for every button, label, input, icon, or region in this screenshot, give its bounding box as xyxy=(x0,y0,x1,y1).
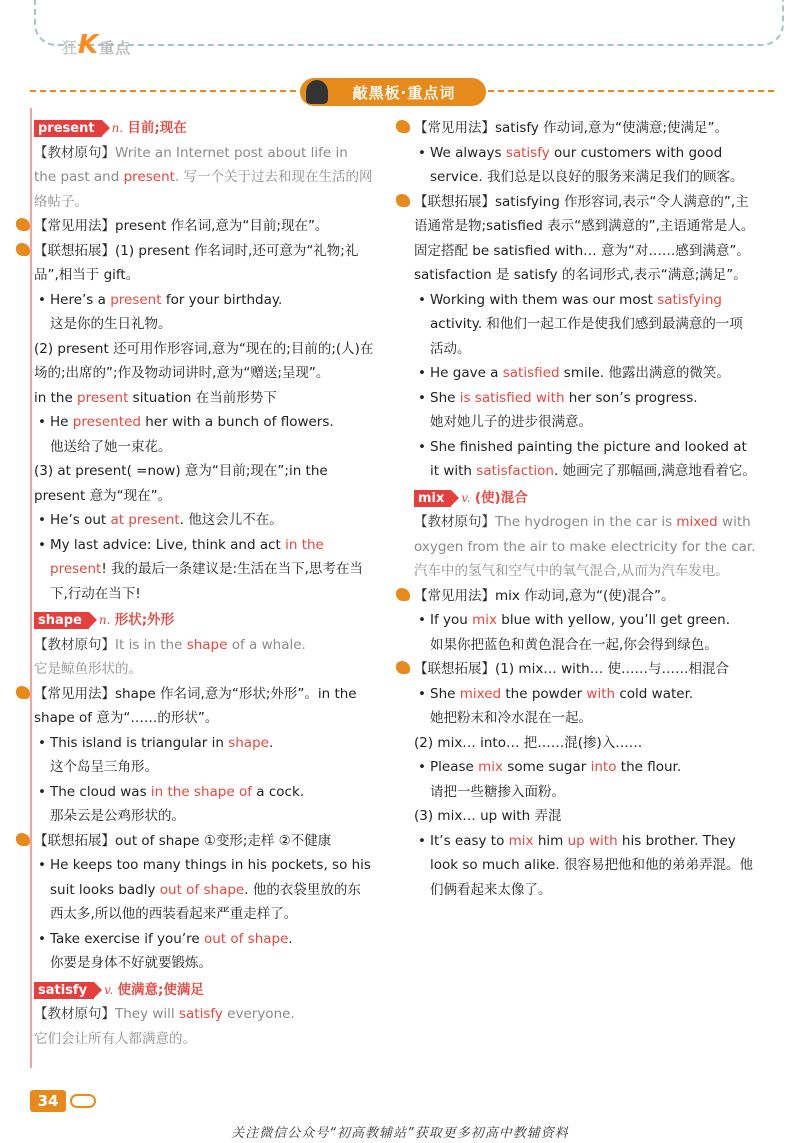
teacher-icon xyxy=(306,80,328,104)
example-translation: 她把粉末和冷水混在一起。 xyxy=(430,710,592,726)
mix-extension-3: (3) mix… up with 弄混 xyxy=(414,808,562,824)
example-translation: 这个岛呈三角形。 xyxy=(50,759,158,775)
example: • He gave a satisfied smile. 他露出满意的微笑。 xyxy=(418,365,730,381)
note-icon xyxy=(16,686,30,699)
mix-source: 【教材原句】The hydrogen in the car is mixed with oxygen from the air to make electricity for the car. 汽车中的氢气和空气中的氧气混合,从而为汽车发电。 xyxy=(414,514,756,579)
page-number: 34 xyxy=(30,1090,66,1112)
entry-shape-heading: shape n. 形状;外形 xyxy=(34,608,374,633)
present-extension: 【联想拓展】(1) present 作名词时,还可意为“礼物;礼品”,相当于 gift。 xyxy=(34,239,374,288)
present-extension-3: (3) at present( =now) 意为“目前;现在”;in the present 意为“现在”。 xyxy=(34,463,328,504)
example: • Take exercise if you’re out of shape. xyxy=(38,930,293,947)
present-usage: 【常见用法】present 作名词,意为“目前;现在”。 xyxy=(34,214,374,239)
top-dashed-frame xyxy=(34,0,784,46)
phrase: in the present situation 在当前形势下 xyxy=(34,389,277,406)
example-translation: 他送给了她一束花。 xyxy=(50,438,172,455)
example: • He presented her with a bunch of flowers. xyxy=(38,414,334,430)
footer-note: 关注微信公众号“初高教辅站”获取更多初高中教辅资料 xyxy=(231,1126,569,1141)
example: • He’s out at present. 他这会儿不在。 xyxy=(38,512,283,528)
example: • He keeps too many things in his pockets, so his suit looks badly out of shape. 他的衣袋里放的东西太多,所以他的西装看起来严重走样了。 xyxy=(38,857,371,922)
mix-extension: 【联想拓展】(1) mix… with… 使……与……相混合 xyxy=(414,657,756,682)
example: • She finished painting the picture and looked at it with satisfaction. 她画完了那幅画,满意地看着它。 xyxy=(418,438,756,479)
example: • It’s easy to mix him up with his brother. They look so much alike. 很容易把他和他的弟弟弄混。他们俩看起来太像了。 xyxy=(418,832,753,898)
present-source: 【教材原句】Write an Internet post about life in the past and present. 写一个关于过去和现在生活的网络帖子。 xyxy=(34,144,373,210)
entry-mix-heading: mix v. (使)混合 xyxy=(414,486,756,511)
mix-extension-2: (2) mix… into… 把……混(掺)入…… xyxy=(414,734,643,751)
entry-present-heading: present n. 目前;现在 xyxy=(34,116,374,141)
entry-satisfy-heading: satisfy v. 使满意;使满足 xyxy=(34,978,374,1003)
example-translation: 你要是身体不好就要锻炼。 xyxy=(50,955,212,971)
example: • The cloud was in the shape of a cock. xyxy=(38,783,305,800)
right-column xyxy=(414,116,756,902)
note-icon xyxy=(396,194,410,207)
example: • My last advice: Live, think and act in the present! 我的最后一条建议是:生活在当下,思考在当下,行动在当下! xyxy=(38,536,363,602)
satisfy-extension: 【联想拓展】satisfying 作形容词,表示“令人满意的”,主语通常是物;satisfied 表示“感到满意的”,主语通常是人。固定搭配 be satisfied with… 意为“对……感到满意”。satisfaction 是 satisfy 的名词形式,表示“满意;满足”。 xyxy=(414,190,756,288)
shape-usage: 【常见用法】shape 作名词,意为“形状;外形”。in the shape of 意为“……的形状”。 xyxy=(34,682,374,731)
shape-source-translation: 它是鲸鱼形状的。 xyxy=(34,661,142,677)
note-icon xyxy=(396,661,410,674)
example-translation: 这是你的生日礼物。 xyxy=(50,316,172,332)
series-logo: 狂K重点 xyxy=(62,30,132,60)
present-extension-2: (2) present 还可用作形容词,意为“现在的;目前的;(人)在场的;出席的”;作及物动词讲时,意为“赠送;呈现”。 xyxy=(34,340,374,381)
note-icon xyxy=(16,218,30,231)
page-ring-icon xyxy=(70,1094,96,1108)
example: • She mixed the powder with cold water. xyxy=(418,685,694,702)
example: • She is satisfied with her son’s progress. xyxy=(418,389,698,406)
satisfy-source: 【教材原句】They will satisfy everyone. xyxy=(34,1006,295,1022)
mix-usage: 【常见用法】mix 作动词,意为“(使)混合”。 xyxy=(414,584,756,609)
banner-line-right xyxy=(488,90,774,92)
example-translation: 如果你把蓝色和黄色混合在一起,你会得到绿色。 xyxy=(430,636,718,653)
example: • We always satisfy our customers with good service. 我们总是以良好的服务来满足我们的顾客。 xyxy=(418,144,744,185)
example: • Working with them was our most satisfying activity. 和他们一起工作是使我们感到最满意的一项活动。 xyxy=(418,291,743,357)
example: • This island is triangular in shape. xyxy=(38,734,274,751)
example: • Please mix some sugar into the flour. xyxy=(418,759,682,775)
section-banner: 敲黑板·重点词 xyxy=(300,78,486,106)
note-icon xyxy=(396,588,410,601)
shape-extension: 【联想拓展】out of shape ①变形;走样 ②不健康 xyxy=(34,829,374,854)
shape-source: 【教材原句】It is in the shape of a whale. xyxy=(34,636,306,653)
example-translation: 请把一些糖掺入面粉。 xyxy=(430,783,565,800)
note-icon xyxy=(16,833,30,846)
left-column xyxy=(34,116,374,1051)
banner-line-left xyxy=(30,90,298,92)
example: • If you mix blue with yellow, you’ll get green. xyxy=(418,612,731,628)
example: • Here’s a present for your birthday. xyxy=(38,291,283,308)
note-icon xyxy=(16,243,30,256)
left-margin-rule xyxy=(30,108,32,1068)
note-icon xyxy=(396,120,410,133)
satisfy-usage: 【常见用法】satisfy 作动词,意为“使满意;使满足”。 xyxy=(414,116,756,141)
example-translation: 她对她儿子的进步很满意。 xyxy=(430,414,592,430)
example-translation: 那朵云是公鸡形状的。 xyxy=(50,808,185,824)
satisfy-source-translation: 它们会让所有人都满意的。 xyxy=(34,1030,196,1047)
